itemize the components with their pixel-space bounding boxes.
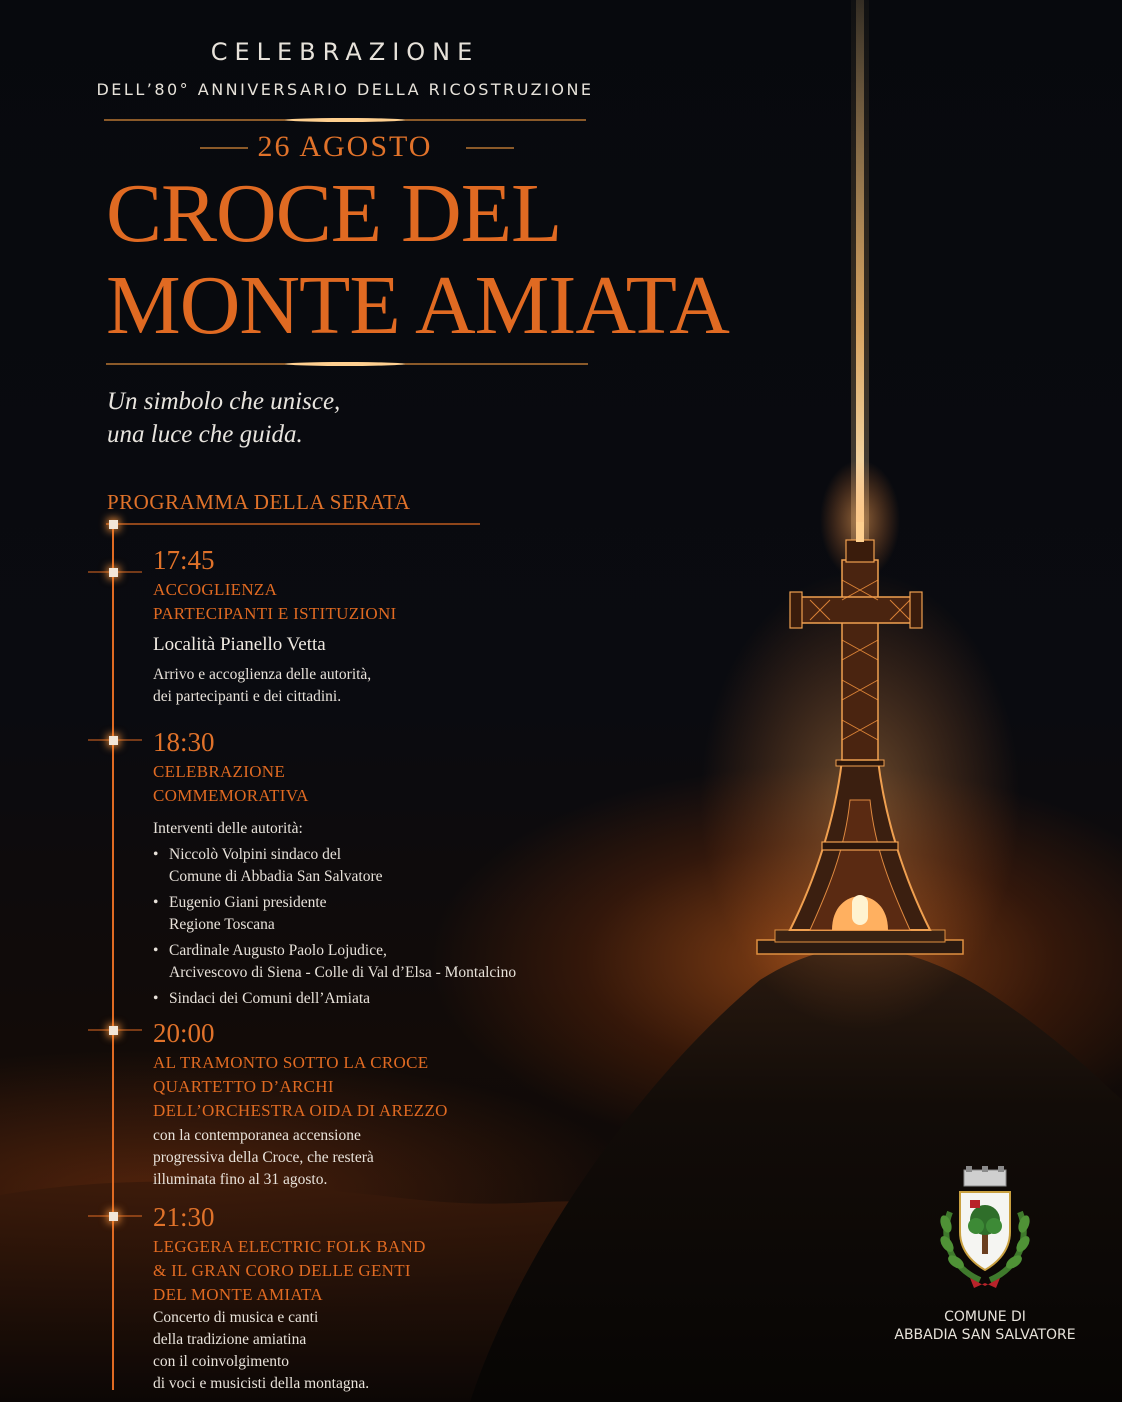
- list-item: • Sindaci dei Comuni dell’Amiata: [153, 990, 371, 1007]
- event-time: 21:30: [153, 1202, 215, 1232]
- list-item: • Niccolò Volpini sindaco del Comune di Abbadia San Salvatore: [153, 846, 383, 885]
- event-description: Arrivo e accoglienza delle autorità,: [153, 666, 372, 683]
- tagline-line-1: Un simbolo che unisce,: [107, 388, 341, 415]
- event-description: dei partecipanti e dei cittadini.: [153, 688, 342, 705]
- event-20-00: [153, 1018, 593, 1191]
- event-description: con la contemporanea accensione: [153, 1127, 361, 1144]
- event-21-30: [153, 1202, 593, 1395]
- event-heading: COMMEMORATIVA: [153, 786, 309, 805]
- event-heading: LEGGERA ELECTRIC FOLK BAND: [153, 1237, 426, 1256]
- program-title: PROGRAMMA DELLA SERATA: [107, 490, 411, 514]
- event-description: della tradizione amiatina: [153, 1331, 307, 1348]
- header-kicker: CELEBRAZIONE: [210, 38, 480, 66]
- header-subkicker: DELL’80° ANNIVERSARIO DELLA RICOSTRUZIONE: [96, 80, 594, 99]
- title-line-2: MONTE AMIATA: [106, 259, 729, 352]
- event-17-45: [153, 545, 573, 708]
- timeline-dot: [109, 568, 118, 577]
- event-heading: DEL MONTE AMIATA: [153, 1285, 323, 1304]
- event-heading: ACCOGLIENZA: [153, 580, 278, 599]
- timeline-dot: [109, 1026, 118, 1035]
- timeline-dot: [109, 736, 118, 745]
- municipality-line-1: COMUNE DI: [944, 1309, 1026, 1325]
- event-heading: CELEBRAZIONE: [153, 762, 286, 781]
- list-item: • Cardinale Augusto Paolo Lojudice, Arcivescovo di Siena - Colle di Val d’Elsa - Montalcino: [153, 942, 517, 981]
- event-place: Località Pianello Vetta: [153, 634, 326, 655]
- municipality-line-2: ABBADIA SAN SALVATORE: [894, 1327, 1076, 1343]
- speakers-list: [153, 844, 593, 1010]
- municipality-label: [880, 1308, 1090, 1344]
- event-heading: PARTECIPANTI E ISTITUZIONI: [153, 604, 397, 623]
- event-heading: AL TRAMONTO SOTTO LA CROCE: [153, 1053, 429, 1072]
- speakers-intro: Interventi delle autorità:: [153, 820, 303, 837]
- event-description: di voci e musicisti della montagna.: [153, 1375, 370, 1392]
- event-time: 18:30: [153, 727, 215, 757]
- event-description: con il coinvolgimento: [153, 1353, 290, 1370]
- event-heading: & IL GRAN CORO DELLE GENTI: [153, 1261, 411, 1280]
- event-heading: DELL’ORCHESTRA OIDA DI AREZZO: [153, 1101, 448, 1120]
- event-date: 26 AGOSTO: [257, 130, 433, 163]
- event-description: illuminata fino al 31 agosto.: [153, 1171, 328, 1188]
- event-time: 17:45: [153, 545, 215, 575]
- event-time: 20:00: [153, 1018, 215, 1048]
- title-line-1: CROCE DEL: [106, 167, 562, 260]
- coat-of-arms-icon: [930, 1162, 1040, 1292]
- event-description: Concerto di musica e canti: [153, 1309, 319, 1326]
- tagline: [107, 385, 340, 451]
- event-description: progressiva della Croce, che resterà: [153, 1149, 374, 1166]
- event-18-30: [153, 727, 593, 1010]
- timeline-dot: [109, 1212, 118, 1221]
- list-item: • Eugenio Giani presidente Regione Toscana: [153, 894, 327, 933]
- page-title: [106, 168, 729, 352]
- tagline-line-2: una luce che guida.: [107, 421, 303, 448]
- event-heading: QUARTETTO D’ARCHI: [153, 1077, 334, 1096]
- timeline-dot: [109, 520, 118, 529]
